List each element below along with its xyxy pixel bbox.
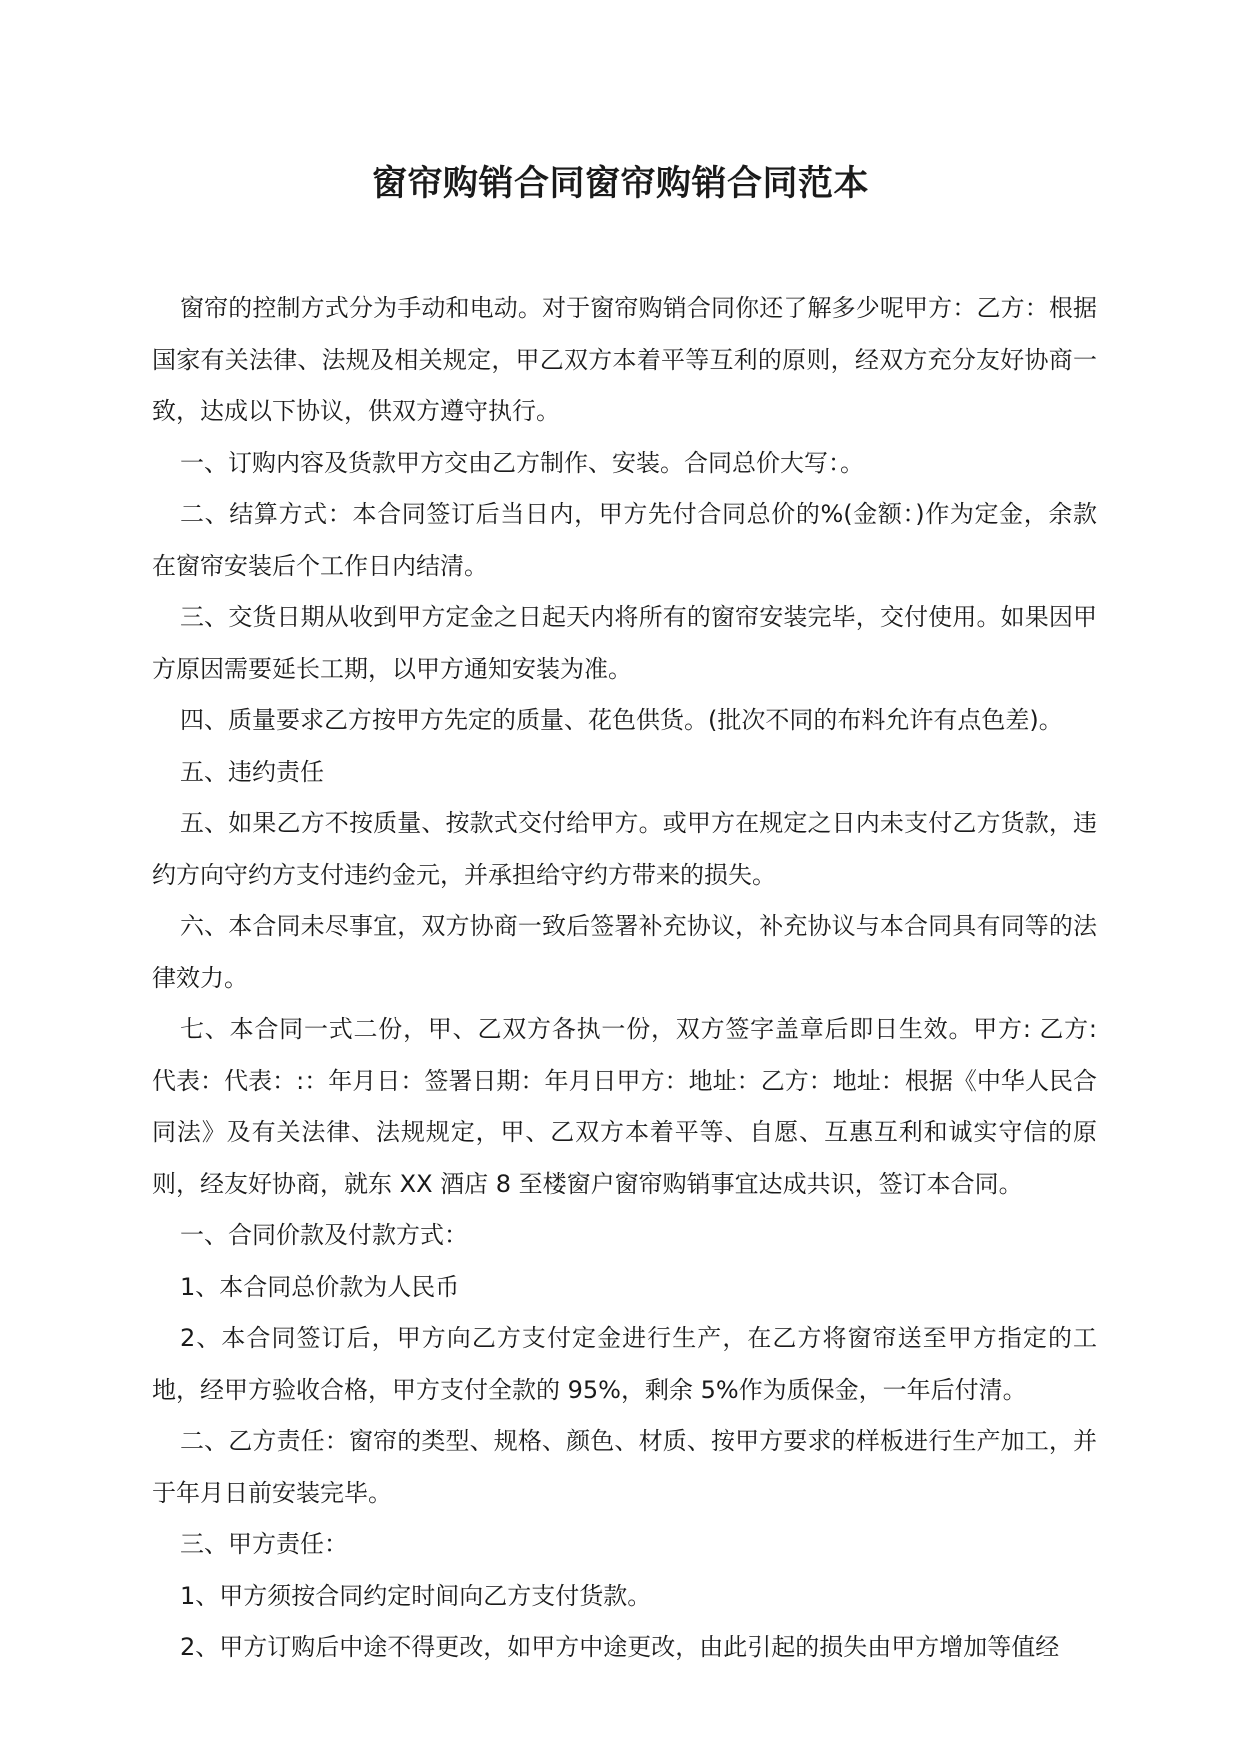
paragraph: 五、如果乙方不按质量、按款式交付给甲方。或甲方在规定之日内未支付乙方货款，违约方向守约方支付违约金元，并承担给守约方带来的损失。 [152,809,1097,889]
paragraph: 1、本合同总价款为人民币 [180,1272,460,1301]
paragraph: 一、订购内容及货款甲方交由乙方制作、安装。合同总价大写：。 [180,448,864,477]
paragraph: 四、质量要求乙方按甲方先定的质量、花色供货。(批次不同的布料允许有点色差)。 [180,706,1063,734]
paragraph: 二、乙方责任：窗帘的类型、规格、颜色、材质、按甲方要求的样板进行生产加工，并于年月日前安装完毕。 [152,1427,1097,1507]
paragraph: 一、合同价款及付款方式： [180,1221,468,1249]
paragraph: 三、交货日期从收到甲方定金之日起天内将所有的窗帘安装完毕，交付使用。如果因甲方原因需要延长工期，以甲方通知安装为准。 [152,603,1097,683]
document-title: 窗帘购销合同窗帘购销合同范本 [371,164,869,204]
paragraph: 1、甲方须按合同约定时间向乙方支付货款。 [180,1581,652,1610]
document-body [152,283,1097,1674]
paragraph: 六、本合同未尽事宜，双方协商一致后签署补充协议，补充协议与本合同具有同等的法律效力。 [152,912,1097,992]
paragraph: 窗帘的控制方式分为手动和电动。对于窗帘购销合同你还了解多少呢甲方：乙方：根据国家有关法律、法规及相关规定，甲乙双方本着平等互利的原则，经双方充分友好协商一致，达成以下协议，供双方遵守执行。 [152,294,1097,425]
paragraph: 三、甲方责任： [180,1530,348,1558]
paragraph: 2、本合同签订后，甲方向乙方支付定金进行生产，在乙方将窗帘送至甲方指定的工地，经甲方验收合格，甲方支付全款的 95%，剩余 5%作为质保金，一年后付清。 [152,1324,1097,1404]
paragraph: 七、本合同一式二份，甲、乙双方各执一份，双方签字盖章后即日生效。甲方: 乙方: 代表：代表：:：年月日：签署日期：年月日甲方：地址：乙方：地址：根据《中华人民合同法》及有关法律、法规规定，甲、乙双方本着平等、自愿、互惠互利和诚实守信的原则，经友好协商，就东 XX 酒店 8 至楼窗户窗帘购销事宜达成共识，签订本合同。 [152,1015,1097,1198]
paragraph: 五、违约责任 [180,757,324,786]
paragraph: 二、结算方式：本合同签订后当日内，甲方先付合同总价的%(金额：)作为定金，余款在窗帘安装后个工作日内结清。 [152,500,1097,580]
paragraph: 2、甲方订购后中途不得更改，如甲方中途更改，由此引起的损失由甲方增加等值经 [180,1633,1060,1661]
